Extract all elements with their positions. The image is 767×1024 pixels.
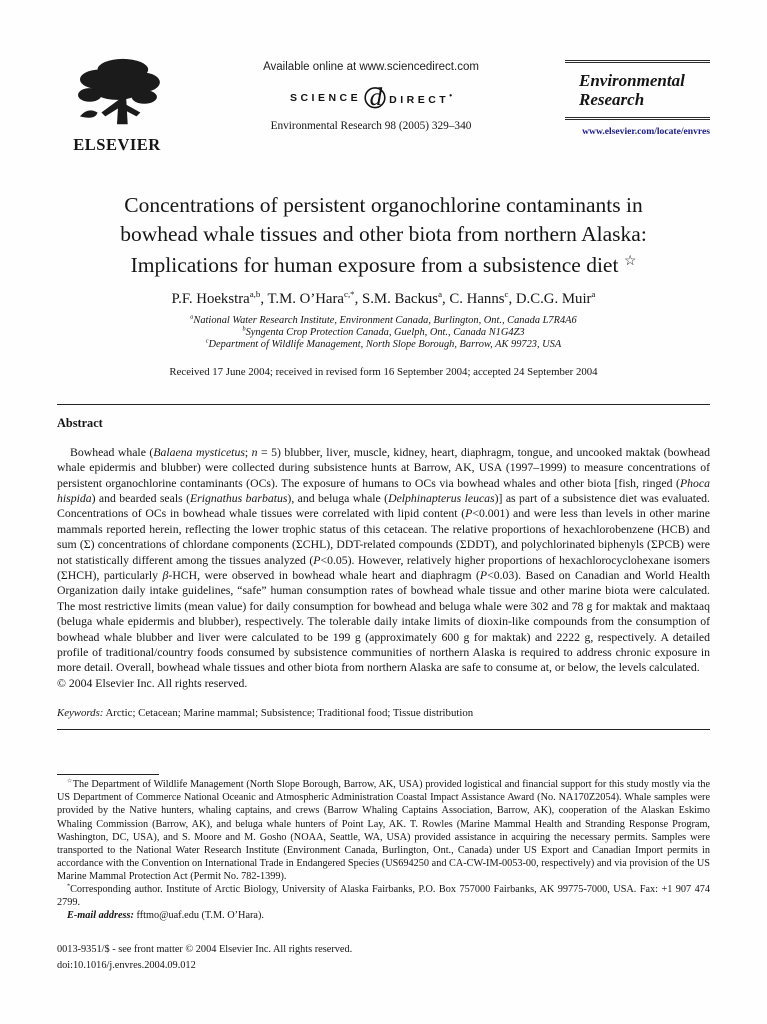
journal-name: Environmental Research (579, 71, 685, 110)
received-dates-line: Received 17 June 2004; received in revised form 16 September 2004; accepted 24 September 2004 (169, 365, 598, 378)
footnote-rule (57, 774, 159, 775)
article-title-line-3: Implications for human exposure from a subsistence diet ☆ (130, 253, 637, 277)
sciencedirect-d-icon (361, 77, 389, 111)
svg-text:d: d (369, 84, 383, 111)
registered-dot-icon: • (449, 90, 453, 100)
abstract-top-rule (57, 404, 710, 405)
affiliation-a: $^a$National Water Research Institute, Environment Canada, Burlington, Ont., Canada L7R4A6 (190, 313, 577, 326)
doi-line: doi:10.1016/j.envres.2004.09.012 (57, 959, 196, 971)
title-block (57, 191, 710, 378)
elsevier-wordmark: ELSEVIER (73, 135, 161, 154)
article-title-line-2: bowhead whale tissues and other biota from northern Alaska: (120, 221, 647, 246)
footnotes-block (57, 774, 710, 922)
double-rule-bottom (565, 117, 710, 120)
page-footer (57, 942, 352, 973)
footnote-corresponding-author: *Corresponding author. Institute of Arctic Biology, University of Alaska Fairbanks, P.O. Box 757000 Fairbanks, AK 99775-7000, USA. Fax: +1 907 474 2799. (57, 883, 710, 909)
keywords-bottom-rule (57, 729, 710, 730)
header-center (177, 56, 565, 132)
journal-masthead (565, 56, 710, 137)
issn-front-matter-line: 0013-9351/$ - see front matter © 2004 Elsevier Inc. All rights reserved. (57, 944, 353, 955)
abstract-heading: Abstract (57, 415, 103, 430)
abstract-paragraph: Bowhead whale (Balaena mysticetus; n = 5) blubber, liver, muscle, kidney, heart, diaphragm, tongue, and uncooked maktak (bowhead whale epidermis and blubber) were collected during subsistence hunts at Barrow, AK, USA (1997–1999) to measure concentrations of persistent organochlorine contaminants (OCs). The exposure of humans to OCs via bowhead whales and other biota [fish, ringed (Phoca hispida) and bearded seals (Erignathus barbatus), and beluga whale (Delphinapterus leucas)] as part of a subsistence diet was evaluated. Concentrations of OCs in bowhead whale tissues were correlated with lipid content (P<0.001) and were less than levels in other marine mammals reported herein, reflecting the lower trophic status of this cetacean. The relative proportions of hexachlorobenzene (HCB) and sum (Σ) concentrations of chlordane components (ΣCHL), DDT-related compounds (ΣDDT), and polychlorinated biphenyls (ΣPCB) were not statistically different among the tissues analyzed (P<0.05). However, relatively higher proportions of hexachlorocyclohexane isomers (ΣHCH), particularly β-HCH, were observed in bowhead whale heart and diaphragm (P<0.03). Based on Canadian and World Health Organization daily intake guidelines, “safe” human consumption rates of bowhead whale tissue and other marine biota were calculated. The most restrictive limits (mean value) for daily consumption for bowhead and beluga whale were 302 and 78 g for maktak and maktaaq (beluga whale epidermis and blubber), respectively. The tolerable daily intake limits of dioxin-like compounds from the consumption of bowhead whale blubber and liver were calculated to be 199 g (approximately 600 g for maktak) and 2222 g, respectively. A detailed profile of traditional/country foods consumed by subsistence communities of northern Alaska is required to address chronic exposure in more detail. Overall, bowhead whale tissues and other biota from northern Alaska are safe to consume at, or below, the levels calculated. (57, 445, 711, 675)
affiliation-b: $^b$Syngenta Crop Protection Canada, Guelph, Ont., Canada N1G4Z3 (242, 325, 525, 338)
page-header (57, 56, 710, 162)
journal-url-link[interactable]: www.elsevier.com/locate/envres (582, 126, 710, 138)
sciencedirect-logo (177, 77, 565, 111)
elsevier-logo-block (57, 56, 177, 155)
affiliations (57, 315, 710, 352)
journal-citation: Environmental Research 98 (2005) 329–340 (270, 120, 472, 132)
article-title-line-1: Concentrations of persistent organochlorine contaminants in (124, 193, 643, 217)
keywords-line: Keywords: Arctic; Cetacean; Marine mammal; Subsistence; Traditional food; Tissue distribution (57, 707, 474, 720)
sciencedirect-word-right: DIRECT• (389, 90, 453, 106)
title-footnote-star-icon: ☆ (623, 254, 637, 269)
footnote-acknowledgement: ☆The Department of Wildlife Management (North Slope Borough, Barrow, AK, USA) provided logistical and financial support for this study mostly via the US Department of Commerce National Oceanic and Atmospheric Administration Coastal Impact Assistance Award (No. NA170Z2054). Whale samples were provided by the Native hunters, whaling captains, and crews (Barrow Whaling Captains Association, Barrow, AK), cooperation of the Alaskan Eskimo Whaling Commission (Barrow, AK), and beluga whale hunters of Point Lay, AK. T. Rowles (Marine Mammal Health and Stranding Response Program, Washington, DC, USA), and S. Moore and M. Gosho (NOAA, Seattle, WA, USA) provided assistance in acquiring the necessary permits. Samples were transported to the National Water Research Institute (Environment Canada, Burlington, Ont., Canada) under US Export and Canadian Import permits in accordance with the Convention on International Trade in Endangered Species (US694250 and CA-CW-IM-0053-00, respectively) and via provision of the US Marine Mammal Protection Act (Permit No. 782-1399). (57, 778, 710, 882)
copyright-line: © 2004 Elsevier Inc. All rights reserved. (57, 676, 248, 690)
authors-line: P.F. Hoekstra$^{a,b}$, T.M. O’Hara$^{c,*}$, S.M. Backus$^a$, C. Hanns$^c$, D.C.G. Muir$^a$ (171, 288, 596, 307)
sciencedirect-word-left: SCIENCE (289, 92, 362, 104)
footnote-email-address: E-mail address: fftmo@uaf.edu (T.M. O’Hara). (67, 910, 264, 922)
affiliation-c: $^c$Department of Wildlife Management, North Slope Borough, Barrow, AK 99723, USA (205, 337, 562, 351)
available-online-text: Available online at www.sciencedirect.com (263, 61, 479, 73)
elsevier-tree-icon (65, 56, 169, 132)
